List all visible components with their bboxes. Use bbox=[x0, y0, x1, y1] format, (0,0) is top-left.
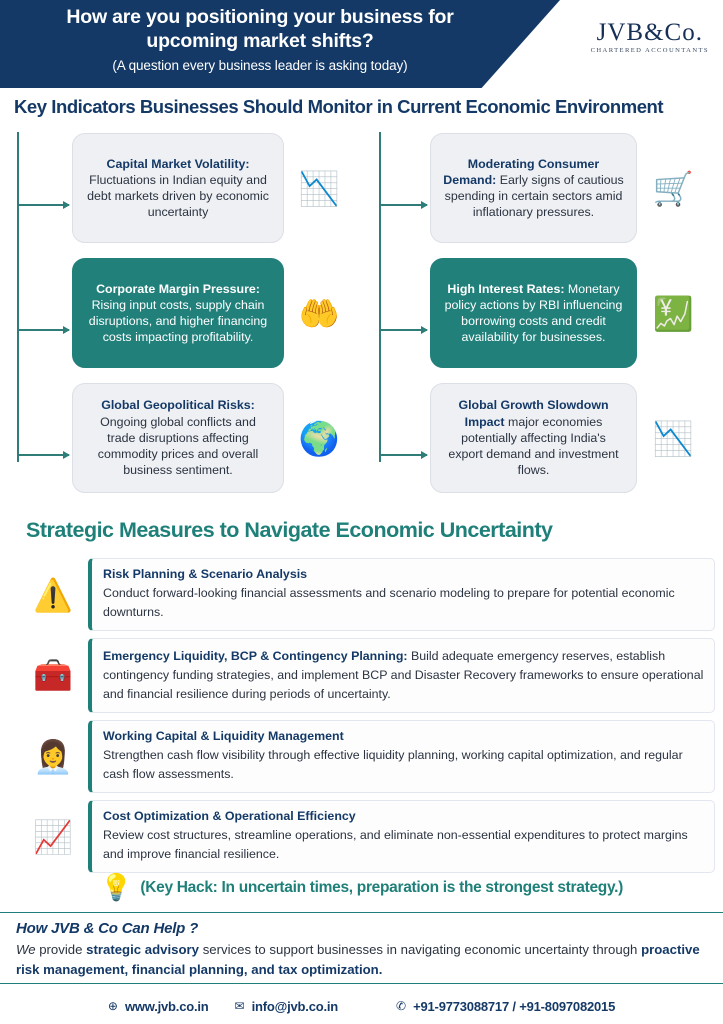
economy-downturn-carrier-icon: 📉 bbox=[652, 419, 694, 457]
connector-arrow-left-2 bbox=[17, 329, 69, 331]
risk-warning-hand-gear-icon: ⚠️ bbox=[33, 577, 73, 613]
measure-row-working-capital bbox=[0, 720, 723, 793]
connector-spine-left bbox=[17, 132, 19, 462]
indicator-card-global-geopolitical-risks bbox=[72, 383, 284, 493]
key-hack-callout bbox=[0, 872, 723, 903]
measure-row-cost-optimization bbox=[0, 800, 723, 873]
connector-arrow-left-3 bbox=[17, 454, 69, 456]
measure-title: Cost Optimization & Operational Efficiency bbox=[103, 808, 356, 823]
help-bold-1: strategic advisory bbox=[86, 942, 200, 957]
footer-website-text[interactable]: www.jvb.co.in bbox=[124, 998, 209, 1014]
help-text-1: provide bbox=[35, 942, 87, 957]
measure-body: Strengthen cash flow visibility through effective liquidity planning, working capital optimization, and regular cash flow assessments. bbox=[103, 747, 683, 781]
header-subtitle: (A question every business leader is asking today) bbox=[112, 57, 408, 73]
key-hack-text: (Key Hack: In uncertain times, preparation is the strongest strategy.) bbox=[140, 878, 623, 896]
hand-holding-cost-arrows-icon: 🤲 bbox=[298, 294, 340, 332]
envelope-icon: ✉ bbox=[234, 999, 245, 1013]
measure-body: Conduct forward-looking financial assessments and scenario modeling to prepare for potential economic downturns. bbox=[103, 586, 675, 620]
footer-phone[interactable] bbox=[396, 999, 615, 1014]
measure-row-risk-planning bbox=[0, 558, 723, 631]
measure-body-inline bbox=[103, 647, 704, 704]
indicator-body: Rising input costs, supply chain disruptions, and higher financing costs impacting profitability. bbox=[88, 297, 268, 345]
indicator-body: Early signs of cautious spending in certain sectors amid inflationary pressures. bbox=[444, 172, 624, 220]
indicator-body: Ongoing global conflicts and trade disruptions affecting commodity prices and overall business sentiment. bbox=[97, 414, 259, 478]
indicator-title: High Interest Rates: bbox=[447, 281, 565, 296]
measure-row-emergency-liquidity bbox=[0, 638, 723, 713]
footer-contact-bar bbox=[0, 988, 723, 1024]
connector-arrow-right-3 bbox=[379, 454, 427, 456]
measure-box bbox=[88, 720, 715, 793]
key-indicators-left-column bbox=[14, 128, 362, 510]
indicator-title: Global Geopolitical Risks: bbox=[101, 398, 255, 413]
shopper-cashier-icon: 🛒 bbox=[652, 169, 694, 207]
header bbox=[0, 0, 723, 88]
footer-email[interactable] bbox=[235, 999, 339, 1014]
measure-title: Working Capital & Liquidity Management bbox=[103, 728, 344, 743]
how-we-can-help-section bbox=[0, 912, 723, 984]
connector-spine-right bbox=[379, 132, 381, 462]
indicator-card-corporate-margin-pressure bbox=[72, 258, 284, 368]
globe-crossed-swords-icon: 🌍 bbox=[298, 419, 340, 457]
globe-icon: ⊕ bbox=[107, 999, 118, 1013]
connector-arrow-left-1 bbox=[17, 204, 69, 206]
lightbulb-icon: 💡 bbox=[100, 872, 133, 902]
measure-title: Emergency Liquidity, BCP & Contingency Planning: bbox=[103, 649, 408, 664]
indicator-card-global-growth-slowdown bbox=[430, 383, 637, 493]
header-question-line2: upcoming market shifts? bbox=[146, 29, 374, 52]
indicator-card-moderating-consumer-demand bbox=[430, 133, 637, 243]
footer-phone-text[interactable]: +91-9773088717 / +91-8097082015 bbox=[413, 998, 616, 1014]
measure-title: Risk Planning & Scenario Analysis bbox=[103, 567, 308, 581]
header-question-line1: How are you positioning your business for bbox=[66, 6, 454, 28]
help-lead-italic: We bbox=[16, 942, 36, 957]
logo-wordmark: JVB&Co. bbox=[596, 19, 703, 46]
section-strategic-measures-title: Strategic Measures to Navigate Economic Uncertainty bbox=[26, 518, 553, 542]
connector-arrow-right-1 bbox=[379, 204, 427, 206]
indicator-title: Global Growth Slowdown Impact bbox=[458, 398, 609, 429]
indicator-body: Fluctuations in Indian equity and debt markets driven by economic uncertainty bbox=[87, 172, 269, 220]
indicator-title: Corporate Margin Pressure: bbox=[96, 281, 260, 296]
footer-email-text[interactable]: info@jvb.co.in bbox=[251, 998, 339, 1014]
indicator-title: Moderating Consumer Demand: bbox=[443, 156, 600, 187]
phone-icon: ✆ bbox=[396, 999, 407, 1013]
strategic-measures-list bbox=[0, 558, 723, 880]
indicator-title: Capital Market Volatility: bbox=[106, 156, 250, 171]
section-key-indicators-title: Key Indicators Businesses Should Monitor in Current Economic Environment bbox=[14, 96, 664, 117]
stock-chart-volatility-icon: 📉 bbox=[298, 169, 340, 207]
measure-body: Review cost structures, streamline operations, and eliminate non-essential expenditures to protect margins and improve financial resilience. bbox=[103, 827, 688, 861]
measure-box bbox=[88, 558, 715, 631]
emergency-kit-icon: 🧰 bbox=[33, 657, 73, 694]
help-body bbox=[16, 940, 707, 980]
indicator-card-high-interest-rates bbox=[430, 258, 637, 368]
connector-arrow-right-2 bbox=[379, 329, 427, 331]
measure-body-text: Build adequate emergency reserves, establish contingency funding strategies, and implement BCP and Disaster Recovery frameworks to ensure operational and financial resilience during periods of uncertainty. bbox=[103, 649, 704, 701]
header-text-block bbox=[0, 6, 520, 73]
footer-website[interactable] bbox=[108, 999, 209, 1014]
cost-growth-chart-icon: 📈 bbox=[33, 818, 73, 855]
key-indicators-grid bbox=[0, 128, 723, 510]
indicator-card-capital-market-volatility bbox=[72, 133, 284, 243]
measure-box bbox=[88, 638, 715, 713]
help-text-2: services to support businesses in navigating economic uncertainty through bbox=[199, 942, 642, 957]
accountant-cash-stacks-icon: 👩‍💼 bbox=[33, 738, 73, 775]
indicator-body: major economies potentially affecting India's export demand and investment flows. bbox=[448, 414, 619, 478]
measure-box bbox=[88, 800, 715, 873]
key-indicators-right-column bbox=[376, 128, 709, 510]
help-title: How JVB & Co Can Help ? bbox=[16, 920, 199, 937]
help-bold-2: proactive risk management, financial planning, and tax optimization. bbox=[16, 942, 700, 977]
indicator-body: Monetary policy actions by RBI influencing borrowing costs and credit availability for businesses. bbox=[444, 281, 623, 345]
percent-up-arrow-icon: 💹 bbox=[652, 294, 694, 332]
company-logo bbox=[591, 20, 709, 54]
logo-tagline: CHARTERED ACCOUNTANTS bbox=[590, 47, 709, 54]
